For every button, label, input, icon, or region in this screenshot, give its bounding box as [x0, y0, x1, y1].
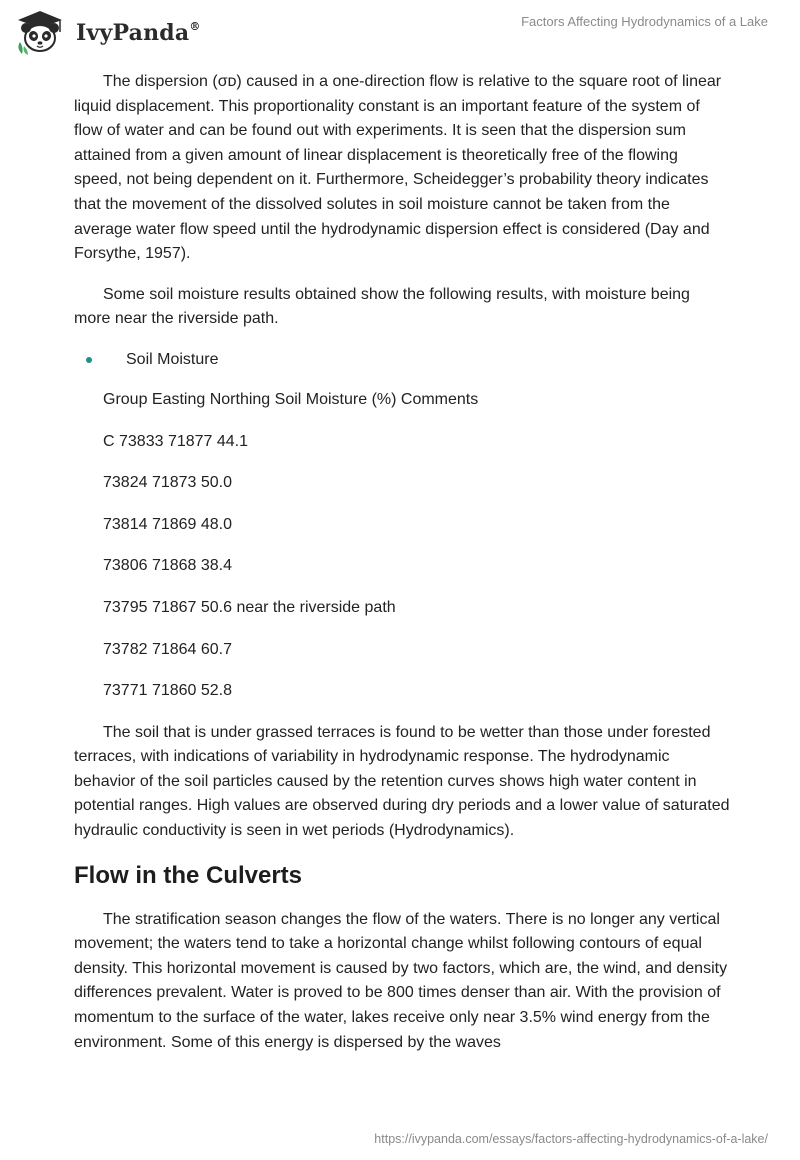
paragraph-stratification: The stratification season changes the flow of the waters. There is no longer any vertical movement; the waters tend to take a horizontal change whilst following contours of equal density. This horizontal movement is caused by two factors, which are, the wind, and density differences prevalent. Water is proved to be 800 times denser than air. With the provision of momentum to the surface of the water, lakes receive only near 3.5% wind energy from the environment. Some of this energy is dispersed by the waves	[74, 910, 728, 1051]
paragraph-soil-moisture-intro: Some soil moisture results obtained show the following results, with moisture being more near the riverside path.	[74, 285, 690, 328]
soil-moisture-table	[74, 388, 730, 703]
ivypanda-logo[interactable]	[14, 8, 214, 56]
table-row: 73771 71860 52.8	[103, 682, 233, 700]
list-item-soil-moisture	[74, 348, 730, 372]
source-url-link[interactable]: https://ivypanda.com/essays/factors-affecting-hydrodynamics-of-a-lake/	[374, 1132, 768, 1146]
bullet-dot-icon	[86, 357, 92, 363]
table-row: 73795 71867 50.6 near the riverside path	[103, 598, 396, 616]
bullet-label: Soil Moisture	[126, 350, 219, 368]
paragraph-grassed-terraces: The soil that is under grassed terraces is found to be wetter than those under forested terraces, with indications of variability in hydrodynamic response. The hydrodynamic behavior of the soil particles caused by the retention curves shows high water content in potential ranges. High values are observed during dry periods and a lower value of saturated hydraulic conductivity is seen in wet periods (Hydrodynamics).	[74, 723, 730, 840]
table-row: C 73833 71877 44.1	[103, 432, 249, 450]
table-header-row: Group Easting Northing Soil Moisture (%) Comments	[103, 390, 479, 408]
table-row: 73806 71868 38.4	[103, 557, 233, 575]
essay-content	[74, 70, 730, 1071]
table-row: 73782 71864 60.7	[103, 640, 233, 658]
registered-mark: ®	[189, 20, 201, 33]
table-row: 73814 71869 48.0	[103, 515, 233, 533]
table-row: 73824 71873 50.0	[103, 474, 233, 492]
panda-graduate-icon	[14, 8, 70, 56]
paragraph-dispersion: The dispersion (σᴅ) caused in a one-direction flow is relative to the square root of linear liquid displacement. This proportionality constant is an important feature of the system of flow of water and can be found out with experiments. It is seen that the dispersion sum attained from a given amount of linear displacement is theoretically free of the flowing speed, not being dependent on it. Furthermore, Scheidegger’s probability theory indicates that the movement of the dissolved solutes in soil moisture cannot be taken from the average water flow speed until the hydrodynamic dispersion effect is considered (Day and Forsythe, 1957).	[74, 73, 722, 263]
brand-name: IvyPanda®	[76, 20, 201, 46]
page-header	[0, 0, 800, 60]
section-heading-flow-in-culverts: Flow in the Culverts	[74, 861, 303, 889]
document-title: Factors Affecting Hydrodynamics of a Lake	[521, 14, 768, 29]
